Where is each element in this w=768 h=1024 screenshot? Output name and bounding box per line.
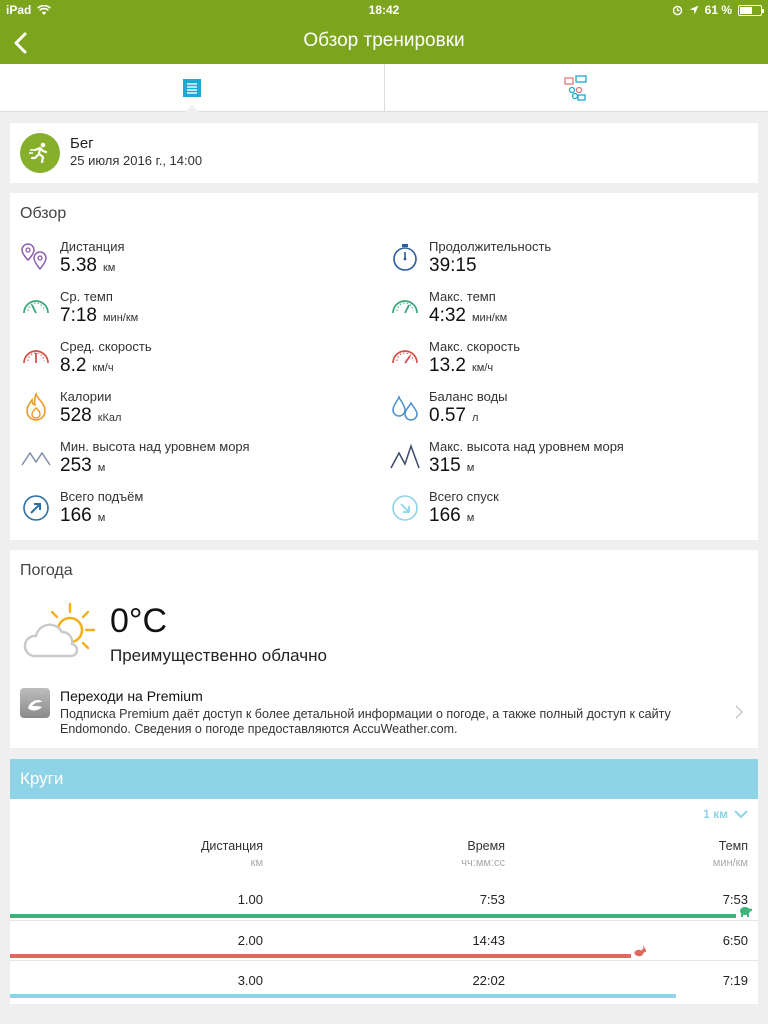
workout-summary-card <box>10 123 758 183</box>
stat-water <box>389 389 749 435</box>
app-header <box>0 0 768 64</box>
value-text: 0.57 <box>429 405 466 426</box>
value-text: 253 <box>60 455 92 476</box>
column-unit-pace: мин/км <box>712 857 748 869</box>
lap-time: 7:53 <box>479 892 505 907</box>
value-text: 13.2 <box>429 355 466 376</box>
value-unit: м <box>97 462 106 474</box>
descent-icon <box>389 491 421 523</box>
chevron-right-icon <box>734 704 744 720</box>
max-pace-gauge-icon <box>389 291 421 323</box>
weather-title: Погода <box>20 562 73 579</box>
stat-label: Макс. высота над уровнем моря <box>429 439 624 454</box>
stat-value <box>60 355 114 377</box>
stat-max-altitude <box>389 439 749 485</box>
water-drops-icon <box>389 391 421 423</box>
distance-pin-icon <box>20 241 52 273</box>
value-text: 7:18 <box>60 305 97 326</box>
weather-temperature: 0°C <box>110 602 168 640</box>
table-row <box>10 920 758 960</box>
stat-value <box>429 255 483 277</box>
stat-label: Макс. скорость <box>429 339 521 354</box>
value-text: 39:15 <box>429 255 477 276</box>
laps-header <box>10 759 758 799</box>
overview-card <box>10 193 758 540</box>
stat-value <box>429 405 478 427</box>
stat-min-altitude <box>20 439 380 485</box>
stat-label: Сред. скорость <box>60 339 152 354</box>
value-unit: км <box>102 262 116 274</box>
lap-distance: 1.00 <box>237 892 263 907</box>
lap-pace-bar <box>10 994 676 998</box>
table-row <box>10 880 758 920</box>
alarm-icon <box>672 5 683 16</box>
lap-pace: 7:19 <box>722 973 748 988</box>
sport-badge <box>20 133 60 173</box>
stat-distance <box>20 239 380 285</box>
stat-label: Продолжительность <box>429 239 552 254</box>
split-value: 1 км <box>703 807 728 821</box>
value-text: 8.2 <box>60 355 87 376</box>
stat-label: Дистанция <box>60 239 125 254</box>
value-unit: м <box>466 512 475 524</box>
column-header-pace: Темп <box>718 839 748 853</box>
value-text: 4:32 <box>429 305 466 326</box>
promo-title: Переходи на Premium <box>60 688 203 704</box>
overview-title: Обзор <box>20 205 67 222</box>
laps-title: Круги <box>20 769 64 788</box>
page-title: Обзор тренировки <box>303 30 465 51</box>
lap-pace-bar <box>10 914 736 918</box>
lap-pace: 7:53 <box>722 892 748 907</box>
stat-value <box>60 255 115 277</box>
sport-name: Бег <box>70 135 94 152</box>
column-unit-time: чч:мм:сс <box>461 857 505 869</box>
value-text: 166 <box>429 505 461 526</box>
stat-descent <box>389 489 749 535</box>
stat-max-speed <box>389 339 749 385</box>
avg-pace-gauge-icon <box>20 291 52 323</box>
stat-avg-pace <box>20 289 380 335</box>
ascent-icon <box>20 491 52 523</box>
stat-label: Ср. темп <box>60 289 113 304</box>
partly-cloudy-icon <box>20 598 102 666</box>
value-unit: мин/км <box>102 312 139 324</box>
min-altitude-icon <box>20 441 52 473</box>
status-bar <box>0 3 768 19</box>
stat-value <box>429 455 474 477</box>
chevron-down-icon <box>734 810 748 819</box>
battery-percent: 61 % <box>704 3 732 17</box>
stat-avg-speed <box>20 339 380 385</box>
stat-ascent <box>20 489 380 535</box>
stat-value <box>429 355 493 377</box>
status-time: 18:42 <box>368 3 400 17</box>
lap-distance: 2.00 <box>237 933 263 948</box>
stopwatch-icon <box>389 241 421 273</box>
lap-pace: 6:50 <box>722 933 748 948</box>
max-altitude-icon <box>389 441 421 473</box>
workout-date: 25 июля 2016 г., 14:00 <box>70 153 203 168</box>
stat-value <box>60 455 105 477</box>
stat-label: Баланс воды <box>429 389 508 404</box>
weather-card <box>10 550 758 748</box>
stat-label: Макс. темп <box>429 289 496 304</box>
laps-table <box>10 799 758 1004</box>
column-header-time: Время <box>467 839 505 853</box>
max-speed-gauge-icon <box>389 341 421 373</box>
value-unit: кКал <box>97 412 122 424</box>
social-comments-icon <box>564 75 588 101</box>
stat-duration <box>389 239 749 285</box>
stat-value <box>429 305 507 327</box>
stat-label: Всего спуск <box>429 489 499 504</box>
table-row <box>10 960 758 1000</box>
tab-overview[interactable] <box>0 64 384 111</box>
location-arrow-icon <box>689 5 699 15</box>
premium-promo[interactable] <box>20 688 748 740</box>
lap-time: 22:02 <box>472 973 505 988</box>
avg-speed-gauge-icon <box>20 341 52 373</box>
stat-value <box>60 305 138 327</box>
value-text: 5.38 <box>60 255 97 276</box>
rabbit-icon <box>633 945 647 957</box>
value-unit: км/ч <box>92 362 114 374</box>
stat-max-pace <box>389 289 749 335</box>
lap-time: 14:43 <box>472 933 505 948</box>
promo-text: Подписка Premium даёт доступ к более детальной информации о погоде, а также полный доступ к сайту Endomondo. Сведения о погоде предоставляются AccuWeather.com. <box>60 707 671 736</box>
stat-value <box>60 405 121 427</box>
value-unit: км/ч <box>471 362 494 374</box>
battery-icon <box>738 5 762 16</box>
column-header-distance: Дистанция <box>200 839 263 853</box>
lap-distance: 3.00 <box>237 973 263 988</box>
stat-label: Всего подъём <box>60 489 144 504</box>
calories-flame-icon <box>20 391 52 423</box>
running-icon <box>28 141 52 165</box>
value-text: 166 <box>60 505 92 526</box>
value-text: 315 <box>429 455 461 476</box>
stat-label: Мин. высота над уровнем моря <box>60 439 250 454</box>
stat-value <box>60 505 105 527</box>
list-document-icon <box>182 78 202 98</box>
device-name: iPad <box>6 3 32 17</box>
split-selector[interactable] <box>703 807 748 821</box>
stat-calories <box>20 389 380 435</box>
tab-bar <box>0 64 768 112</box>
lap-pace-bar <box>10 954 631 958</box>
weather-description: Преимущественно облачно <box>110 646 327 665</box>
turtle-icon <box>738 905 752 917</box>
stat-label: Калории <box>60 389 112 404</box>
column-unit-distance: км <box>250 857 263 869</box>
value-unit: л <box>471 412 479 424</box>
value-unit: мин/км <box>471 312 508 324</box>
value-unit: м <box>466 462 475 474</box>
tab-comments[interactable] <box>384 64 768 111</box>
stat-value <box>429 505 474 527</box>
value-text: 528 <box>60 405 92 426</box>
value-unit: м <box>97 512 106 524</box>
endomondo-logo-icon <box>20 688 50 718</box>
